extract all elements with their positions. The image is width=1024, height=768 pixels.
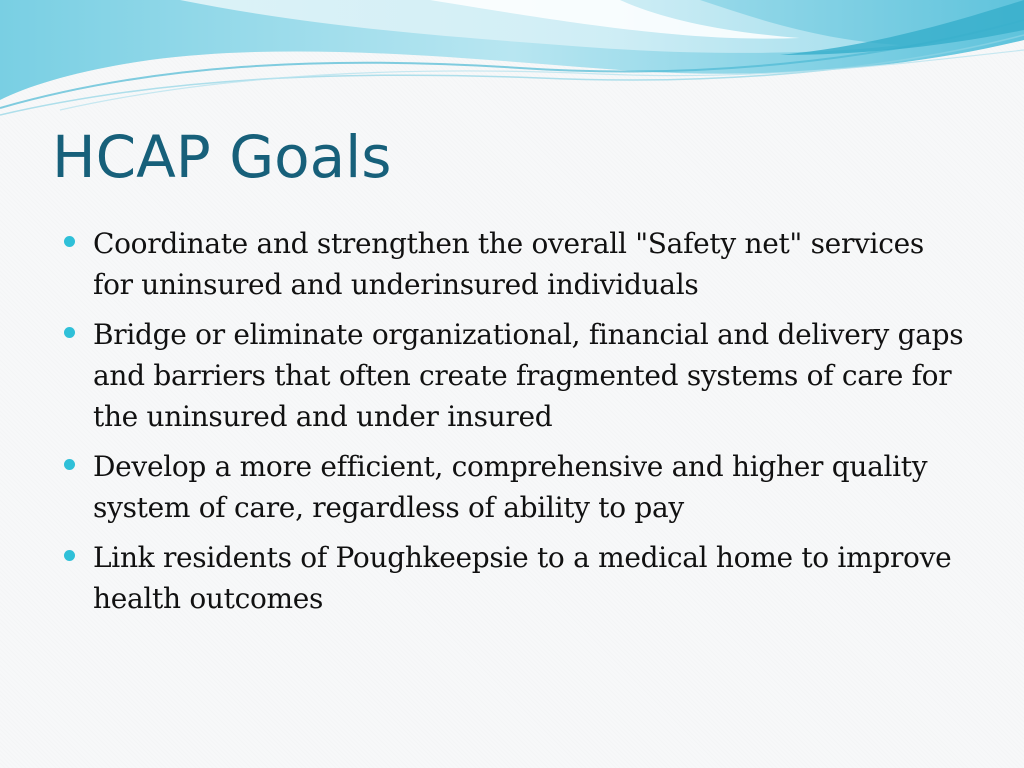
bullet-item: [64, 537, 964, 619]
bullet-item: [64, 223, 964, 305]
bullet-dot-icon: [64, 550, 75, 561]
bullet-text: Develop a more efficient, comprehensive and higher quality system of care, regardless of ability to pay: [93, 450, 928, 524]
bullet-text: Bridge or eliminate organizational, financial and delivery gaps and barriers that often create fragmented systems of care for the uninsured and under insured: [93, 318, 964, 433]
bullet-text: Coordinate and strengthen the overall "Safety net" services for uninsured and underinsured individuals: [93, 227, 924, 301]
bullet-dot-icon: [64, 459, 75, 470]
slide-title: HCAP Goals: [52, 123, 392, 191]
bullet-list: [64, 223, 964, 628]
bullet-item: [64, 446, 964, 528]
bullet-dot-icon: [64, 236, 75, 247]
bullet-text: Link residents of Poughkeepsie to a medical home to improve health outcomes: [93, 541, 952, 615]
bullet-item: [64, 314, 964, 437]
wave-header-decoration: [0, 0, 1024, 130]
bullet-dot-icon: [64, 327, 75, 338]
